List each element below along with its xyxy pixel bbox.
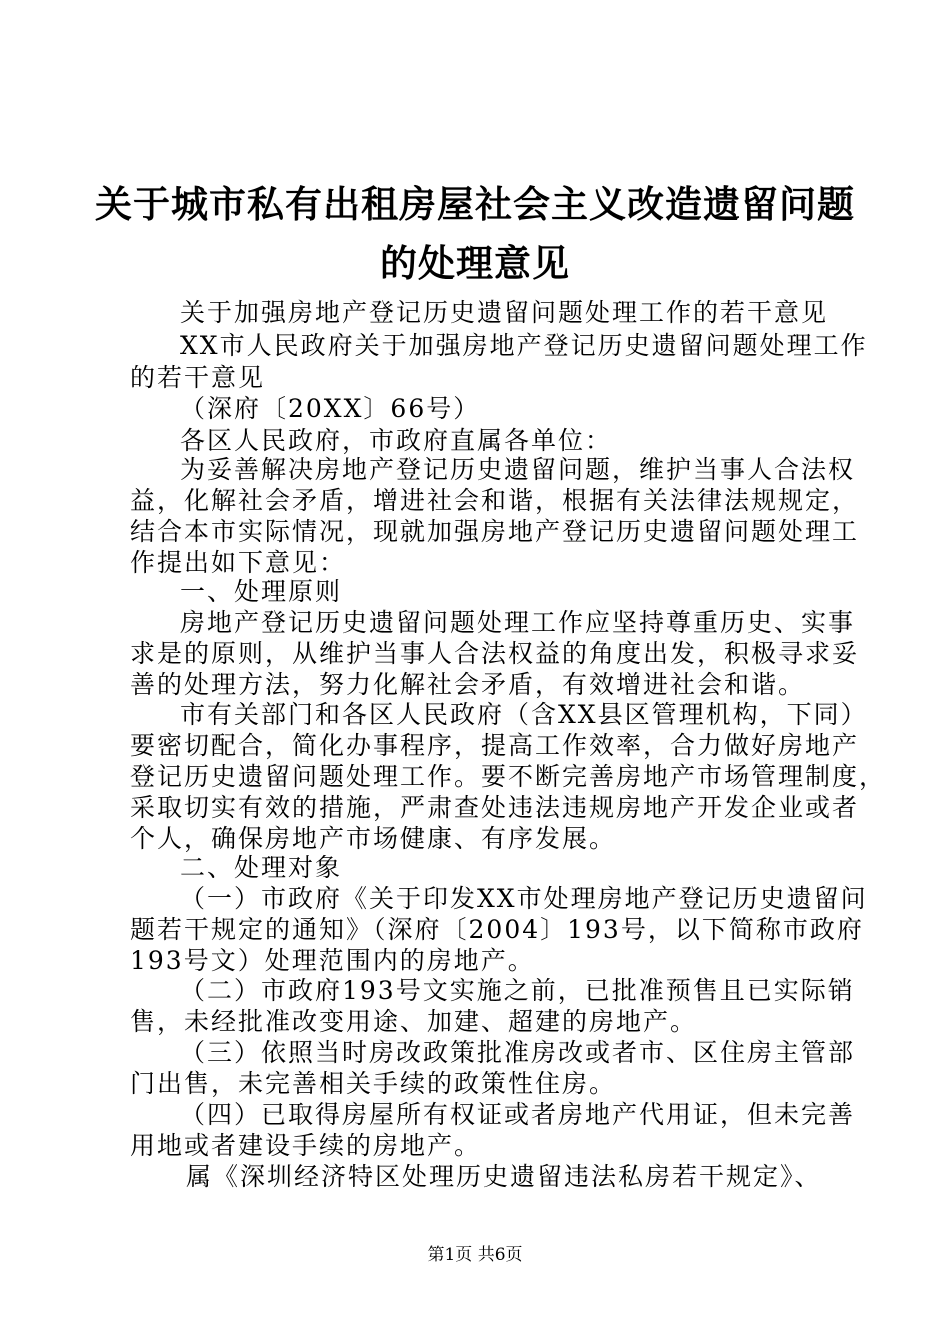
body-line-item5-1: 属《深圳经济特区处理历史遗留违法私房若干规定》、 [186,1162,822,1191]
body-line-p3-5: 个人，确保房地产市场健康、有序发展。 [130,824,617,853]
body-line-issuer-cont: 的若干意见 [130,363,266,392]
body-line-item1-3: 193号文）处理范围内的房地产。 [130,946,535,975]
body-line-item4-1: （四）已取得房屋所有权证或者房地产代用证，但未完善 [180,1100,856,1129]
body-line-item4-2: 用地或者建设手续的房地产。 [130,1131,482,1160]
body-line-item1-1: （一）市政府《关于印发XX市处理房地产登记历史遗留问 [180,884,868,913]
body-line-p1-4: 作提出如下意见： [130,548,347,577]
body-line-p2-2: 求是的原则，从维护当事人合法权益的角度出发，积极寻求妥 [130,639,860,668]
body-line-subtitle: 关于加强房地产登记历史遗留问题处理工作的若干意见 [180,298,829,327]
body-line-item2-2: 售，未经批准改变用途、加建、超建的房地产。 [130,1007,698,1036]
body-line-p2-1: 房地产登记历史遗留问题处理工作应坚持尊重历史、实事 [180,608,856,637]
body-line-p1-3: 结合本市实际情况，现就加强房地产登记历史遗留问题处理工 [130,517,860,546]
section-heading-principles: 一、处理原则 [180,577,343,606]
body-line-p1-2: 益，化解社会矛盾，增进社会和谐，根据有关法律法规规定， [130,486,860,515]
body-line-p3-4: 采取切实有效的措施，严肃查处违法违规房地产开发企业或者 [130,793,860,822]
body-line-doc-number: （深府〔20XX〕66号） [180,394,481,423]
section-heading-targets: 二、处理对象 [180,853,343,882]
document-title-line-1: 关于城市私有出租房屋社会主义改造遗留问题 [95,182,855,226]
body-line-item1-2: 题若干规定的通知》（深府〔2004〕193号，以下简称市政府 [130,915,864,944]
body-line-item2-1: （二）市政府193号文实施之前，已批准预售且已实际销 [180,976,855,1005]
body-line-salutation: 各区人民政府，市政府直属各单位： [180,426,613,455]
page-number-footer: 第1页 共6页 [427,1245,523,1265]
body-line-p3-3: 登记历史遗留问题处理工作。要不断完善房地产市场管理制度， [130,762,887,791]
body-line-p1-1: 为妥善解决房地产登记历史遗留问题，维护当事人合法权 [180,455,856,484]
body-line-p2-3: 善的处理方法，努力化解社会矛盾，有效增进社会和谐。 [130,670,806,699]
body-line-issuer: XX市人民政府关于加强房地产登记历史遗留问题处理工作 [180,331,868,360]
body-line-item3-2: 门出售，未完善相关手续的政策性住房。 [130,1069,617,1098]
body-line-p3-1: 市有关部门和各区人民政府（含XX县区管理机构，下同） [180,700,868,729]
document-title-line-2: 的处理意见 [380,241,570,285]
body-line-item3-1: （三）依照当时房改政策批准房改或者市、区住房主管部 [180,1038,856,1067]
body-line-p3-2: 要密切配合，简化办事程序，提高工作效率，合力做好房地产 [130,731,860,760]
